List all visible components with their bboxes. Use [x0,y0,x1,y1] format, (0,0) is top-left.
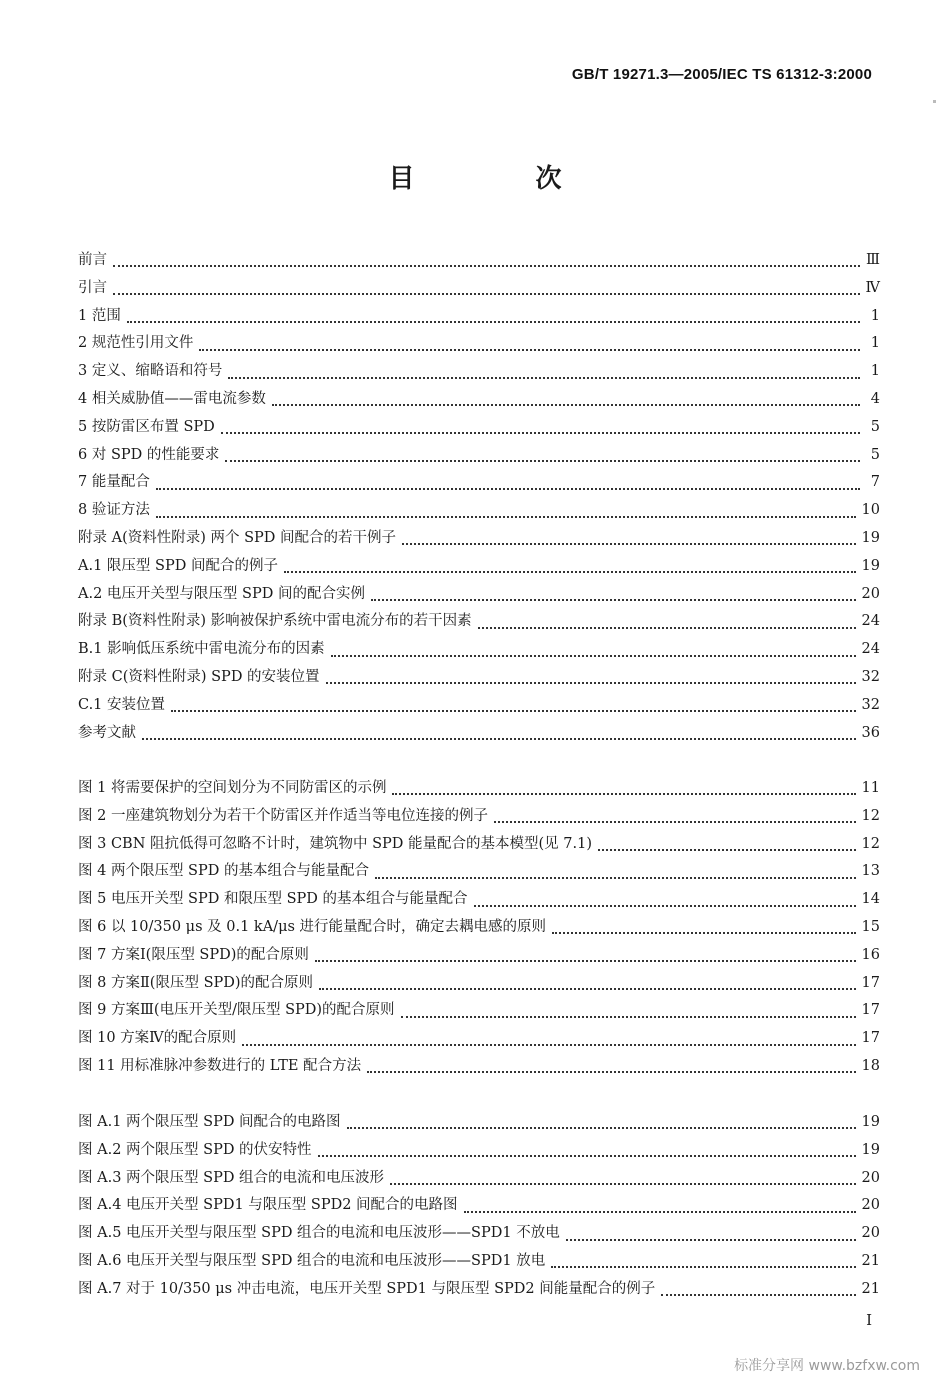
dot-leader [225,459,860,462]
toc-entry-label: 图 3 CBN 阻抗低得可忽略不计时，建筑物中 SPD 能量配合的基本模型(见 7.1) [78,835,593,852]
toc-entry[interactable] [78,832,880,860]
toc-entry-label: A.1 限压型 SPD 间配合的例子 [78,557,278,574]
toc-entry-page: 4 [870,390,880,407]
toc-entry-label: 7 能量配合 [78,474,150,491]
toc-entry[interactable] [78,943,880,971]
toc-entry-page: 19 [861,529,880,546]
toc-entry[interactable] [78,387,880,415]
toc-entry-label: 图 11 用标准脉冲参数进行的 LTE 配合方法 [78,1057,362,1074]
table-of-contents [78,248,880,748]
toc-entry-label: 图 A.3 两个限压型 SPD 组合的电流和电压波形 [78,1169,385,1186]
toc-entry-page: 18 [861,1057,880,1074]
dot-leader [402,542,856,545]
dot-leader [478,626,856,629]
dot-leader [390,1182,855,1185]
toc-entry-label: 图 10 方案Ⅳ的配合原则 [78,1030,237,1047]
dot-leader [392,792,855,795]
toc-entry-page: 12 [861,807,880,824]
toc-entry[interactable] [78,498,880,526]
toc-entry-label: 图 A.6 电压开关型与限压型 SPD 组合的电流和电压波形——SPD1 放电 [78,1252,546,1269]
toc-entry-page: 19 [861,557,880,574]
dot-leader [142,737,856,740]
dot-leader [347,1126,856,1129]
toc-entry-page: 19 [861,1141,880,1158]
toc-entry-page: 15 [861,918,880,935]
toc-entry-page: 16 [861,946,880,963]
toc-entry-page: 1 [870,363,880,380]
list-of-annex-figures [78,1110,880,1305]
toc-entry-label: 图 1 将需要保护的空间划分为不同防雷区的示例 [78,780,387,796]
dot-leader [156,515,856,518]
toc-entry-page: 12 [861,835,880,852]
dot-leader [221,431,860,434]
toc-entry-page: 21 [861,1280,880,1297]
toc-entry[interactable] [78,1277,880,1305]
toc-entry-page: 7 [870,474,880,491]
toc-entry[interactable] [78,804,880,832]
toc-entry-page: 20 [861,1197,880,1214]
toc-entry-label: 6 对 SPD 的性能要求 [78,446,220,463]
toc-entry-label: C.1 安装位置 [78,696,166,713]
toc-entry-label: 图 A.1 两个限压型 SPD 间配合的电路图 [78,1114,341,1130]
toc-entry-page: 21 [861,1252,880,1269]
toc-entry[interactable] [78,1249,880,1277]
dot-leader [156,487,860,490]
toc-entry-label: 4 相关威胁值——雷电流参数 [78,390,266,407]
dot-leader [371,598,856,601]
toc-entry-label: 图 A.2 两个限压型 SPD 的伏安特性 [78,1141,312,1158]
toc-entry-label: 8 验证方法 [78,502,150,519]
toc-entry[interactable] [78,915,880,943]
dot-leader [242,1043,855,1046]
toc-entry-label: 引言 [78,279,107,296]
toc-entry-label: 图 7 方案Ⅰ(限压型 SPD)的配合原则 [78,946,309,963]
toc-entry-label: 2 规范性引用文件 [78,335,194,352]
toc-entry-page: Ⅲ [866,252,880,268]
dot-leader [319,987,856,990]
toc-entry-page: 24 [861,613,880,630]
toc-entry-page: 20 [861,1169,880,1186]
toc-entry[interactable] [78,998,880,1026]
dot-leader [464,1210,856,1213]
toc-entry[interactable] [78,1110,880,1138]
toc-entry-page: 32 [861,696,880,713]
toc-entry[interactable] [78,582,880,610]
scan-speck [933,100,936,103]
toc-entry[interactable] [78,554,880,582]
toc-entry-label: 附录 C(资料性附录) SPD 的安装位置 [78,668,320,685]
toc-entry[interactable] [78,693,880,721]
standard-code: GB/T 19271.3—2005/IEC TS 61312-3:2000 [571,66,872,83]
toc-entry-label: 图 9 方案Ⅲ(电压开关型/限压型 SPD)的配合原则 [78,1002,395,1019]
toc-entry-label: 图 A.5 电压开关型与限压型 SPD 组合的电流和电压波形——SPD1 不放电 [78,1225,560,1242]
toc-entry-page: 17 [861,1002,880,1019]
dot-leader [661,1293,855,1296]
toc-entry-page: 24 [861,641,880,658]
dot-leader [315,959,856,962]
toc-entry-page: 17 [861,1030,880,1047]
toc-entry-page: Ⅳ [865,279,880,296]
toc-entry[interactable] [78,887,880,915]
toc-entry-page: 5 [870,446,880,463]
dot-leader [331,654,856,657]
dot-leader [127,320,860,323]
dot-leader [228,376,860,379]
toc-entry[interactable] [78,248,880,276]
dot-leader [551,1265,855,1268]
dot-leader [375,876,856,879]
toc-entry-label: 图 6 以 10/350 μs 及 0.1 kA/μs 进行能量配合时，确定去耦电感的原则 [78,918,547,935]
toc-entry-page: 13 [861,863,880,880]
dot-leader [171,709,856,712]
toc-entry[interactable] [78,1138,880,1166]
toc-entry-label: B.1 影响低压系统中雷电流分布的因素 [78,641,325,658]
dot-leader [284,570,856,573]
toc-entry-label: 图 8 方案Ⅱ(限压型 SPD)的配合原则 [78,974,314,991]
toc-entry-label: 图 A.4 电压开关型 SPD1 与限压型 SPD2 间配合的电路图 [78,1197,458,1214]
list-of-figures [78,776,880,1082]
toc-entry[interactable] [78,276,880,304]
dot-leader [474,904,856,907]
page-title: 目 次 [388,164,618,194]
toc-entry-page: 14 [861,891,880,908]
toc-entry[interactable] [78,1221,880,1249]
toc-entry-page: 20 [861,1225,880,1242]
dot-leader [272,403,860,406]
toc-entry[interactable] [78,971,880,999]
toc-entry-label: 附录 A(资料性附录) 两个 SPD 间配合的若干例子 [78,529,397,546]
dot-leader [552,931,856,934]
toc-entry[interactable] [78,304,880,332]
toc-entry[interactable] [78,859,880,887]
toc-entry[interactable] [78,1193,880,1221]
toc-entry-label: 5 按防雷区布置 SPD [78,418,215,435]
toc-entry-label: 图 4 两个限压型 SPD 的基本组合与能量配合 [78,863,369,880]
toc-entry-page: 10 [861,502,880,519]
dot-leader [199,348,860,351]
toc-entry-page: 1 [870,307,880,324]
toc-entry-label: 前言 [78,252,107,268]
toc-entry[interactable] [78,1026,880,1054]
dot-leader [367,1070,855,1073]
dot-leader [401,1015,856,1018]
page-number: I [866,1311,872,1329]
toc-entry-page: 20 [861,585,880,602]
dot-leader [598,848,856,851]
dot-leader [318,1154,856,1157]
watermark: 标准分享网 www.bzfxw.com [734,1358,920,1374]
toc-entry-page: 36 [861,724,880,741]
toc-entry-label: 图 5 电压开关型 SPD 和限压型 SPD 的基本组合与能量配合 [78,891,468,908]
toc-entry-page: 17 [861,974,880,991]
toc-entry[interactable] [78,331,880,359]
toc-entry-label: 附录 B(资料性附录) 影响被保护系统中雷电流分布的若干因素 [78,613,472,630]
toc-entry-label: 3 定义、缩略语和符号 [78,363,223,380]
toc-entry-label: 图 A.7 对于 10/350 μs 冲击电流，电压开关型 SPD1 与限压型 SPD2 间能量配合的例子 [78,1280,656,1297]
toc-entry-label: A.2 电压开关型与限压型 SPD 间的配合实例 [78,585,365,602]
toc-entry-page: 32 [861,668,880,685]
toc-entry-label: 参考文献 [78,724,136,741]
toc-entry[interactable] [78,665,880,693]
toc-entry[interactable] [78,443,880,471]
toc-entry-label: 1 范围 [78,307,121,324]
toc-entry[interactable] [78,359,880,387]
toc-entry[interactable] [78,526,880,554]
dot-leader [113,264,860,267]
toc-entry-page: 11 [861,780,880,796]
dot-leader [494,820,856,823]
toc-entry[interactable] [78,470,880,498]
toc-entry-label: 图 2 一座建筑物划分为若干个防雷区并作适当等电位连接的例子 [78,807,488,824]
toc-entry[interactable] [78,776,880,804]
toc-entry[interactable] [78,609,880,637]
toc-entry-page: 19 [861,1114,880,1130]
dot-leader [113,292,860,295]
toc-entry[interactable] [78,1054,880,1082]
toc-entry-page: 1 [870,335,880,352]
toc-entry[interactable] [78,415,880,443]
toc-entry-page: 5 [870,418,880,435]
toc-entry[interactable] [78,1166,880,1194]
toc-entry[interactable] [78,637,880,665]
dot-leader [326,681,856,684]
dot-leader [566,1238,856,1241]
toc-entry[interactable] [78,721,880,749]
